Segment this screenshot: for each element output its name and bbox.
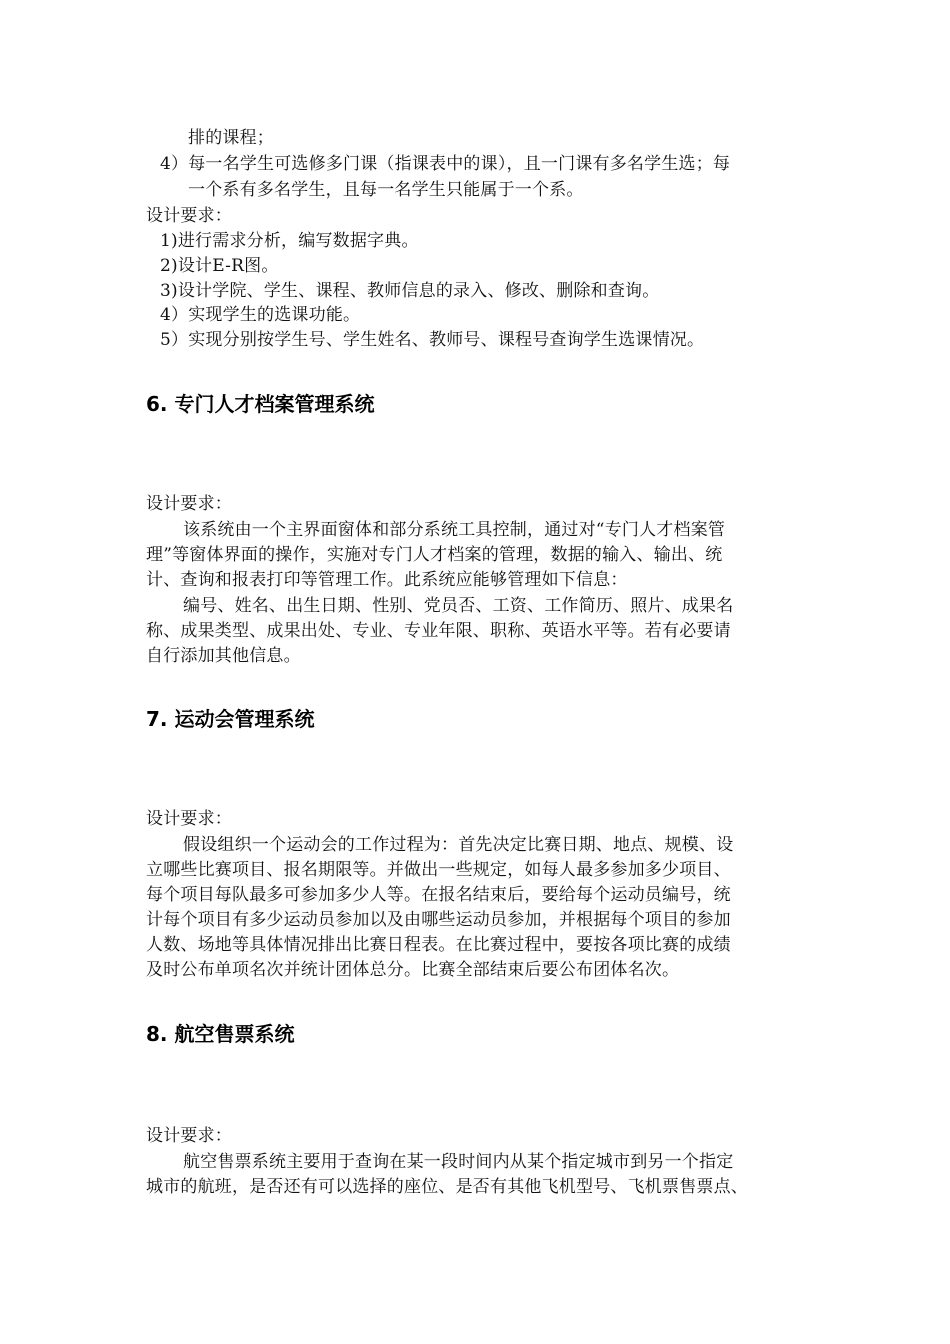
design-requirements-label: 设计要求： bbox=[146, 206, 232, 226]
paragraph-line: 自行添加其他信息。 bbox=[146, 646, 301, 666]
paragraph-line: 人数、场地等具体情况排出比赛日程表。在比赛过程中，要按各项比赛的成绩 bbox=[146, 935, 731, 955]
paragraph-line: 航空售票系统主要用于查询在某一段时间内从某个指定城市到另一个指定 bbox=[183, 1152, 734, 1172]
paragraph-line: 该系统由一个主界面窗体和部分系统工具控制，通过对“专门人才档案管 bbox=[183, 520, 726, 540]
requirement-item: 3)设计学院、学生、课程、教师信息的录入、修改、删除和查询。 bbox=[160, 281, 660, 301]
paragraph-line: 计、查询和报表打印等管理工作。此系统应能够管理如下信息： bbox=[146, 570, 628, 590]
design-requirements-label: 设计要求： bbox=[146, 494, 232, 514]
requirement-item: 5）实现分别按学生号、学生姓名、教师号、课程号查询学生选课情况。 bbox=[160, 330, 705, 350]
paragraph-line: 编号、姓名、出生日期、性别、党员否、工资、工作简历、照片、成果名 bbox=[183, 596, 734, 616]
section-heading: 7. 运动会管理系统 bbox=[146, 707, 315, 731]
paragraph-line: 称、成果类型、成果出处、专业、专业年限、职称、英语水平等。若有必要请 bbox=[146, 621, 731, 641]
paragraph-line: 立哪些比赛项目、报名期限等。并做出一些规定，如每人最多参加多少项目、 bbox=[146, 860, 731, 880]
requirement-item: 4）实现学生的选课功能。 bbox=[160, 305, 361, 325]
requirement-item: 1)进行需求分析，编写数据字典。 bbox=[160, 231, 419, 251]
requirement-item: 2)设计E-R图。 bbox=[160, 256, 279, 276]
paragraph-line: 每个项目每队最多可参加多少人等。在报名结束后，要给每个运动员编号，统 bbox=[146, 885, 731, 905]
paragraph-line: 计每个项目有多少运动员参加以及由哪些运动员参加，并根据每个项目的参加 bbox=[146, 910, 731, 930]
design-requirements-label: 设计要求： bbox=[146, 809, 232, 829]
section-heading: 8. 航空售票系统 bbox=[146, 1022, 295, 1046]
paragraph-line: 理”等窗体界面的操作，实施对专门人才档案的管理，数据的输入、输出、统 bbox=[146, 545, 723, 565]
section5-text-line: 排的课程； bbox=[188, 128, 274, 148]
paragraph-line: 城市的航班，是否还有可以选择的座位、是否有其他飞机型号、飞机票售票点、 bbox=[146, 1177, 748, 1197]
section5-text-line: 一个系有多名学生，且每一名学生只能属于一个系。 bbox=[188, 180, 584, 200]
paragraph-line: 假设组织一个运动会的工作过程为：首先决定比赛日期、地点、规模、设 bbox=[183, 835, 734, 855]
section-heading: 6. 专门人才档案管理系统 bbox=[146, 392, 375, 416]
paragraph-line: 及时公布单项名次并统计团体总分。比赛全部结束后要公布团体名次。 bbox=[146, 960, 680, 980]
section5-text-line: 4）每一名学生可选修多门课（指课表中的课），且一门课有多名学生选；每 bbox=[160, 154, 731, 174]
design-requirements-label: 设计要求： bbox=[146, 1126, 232, 1146]
